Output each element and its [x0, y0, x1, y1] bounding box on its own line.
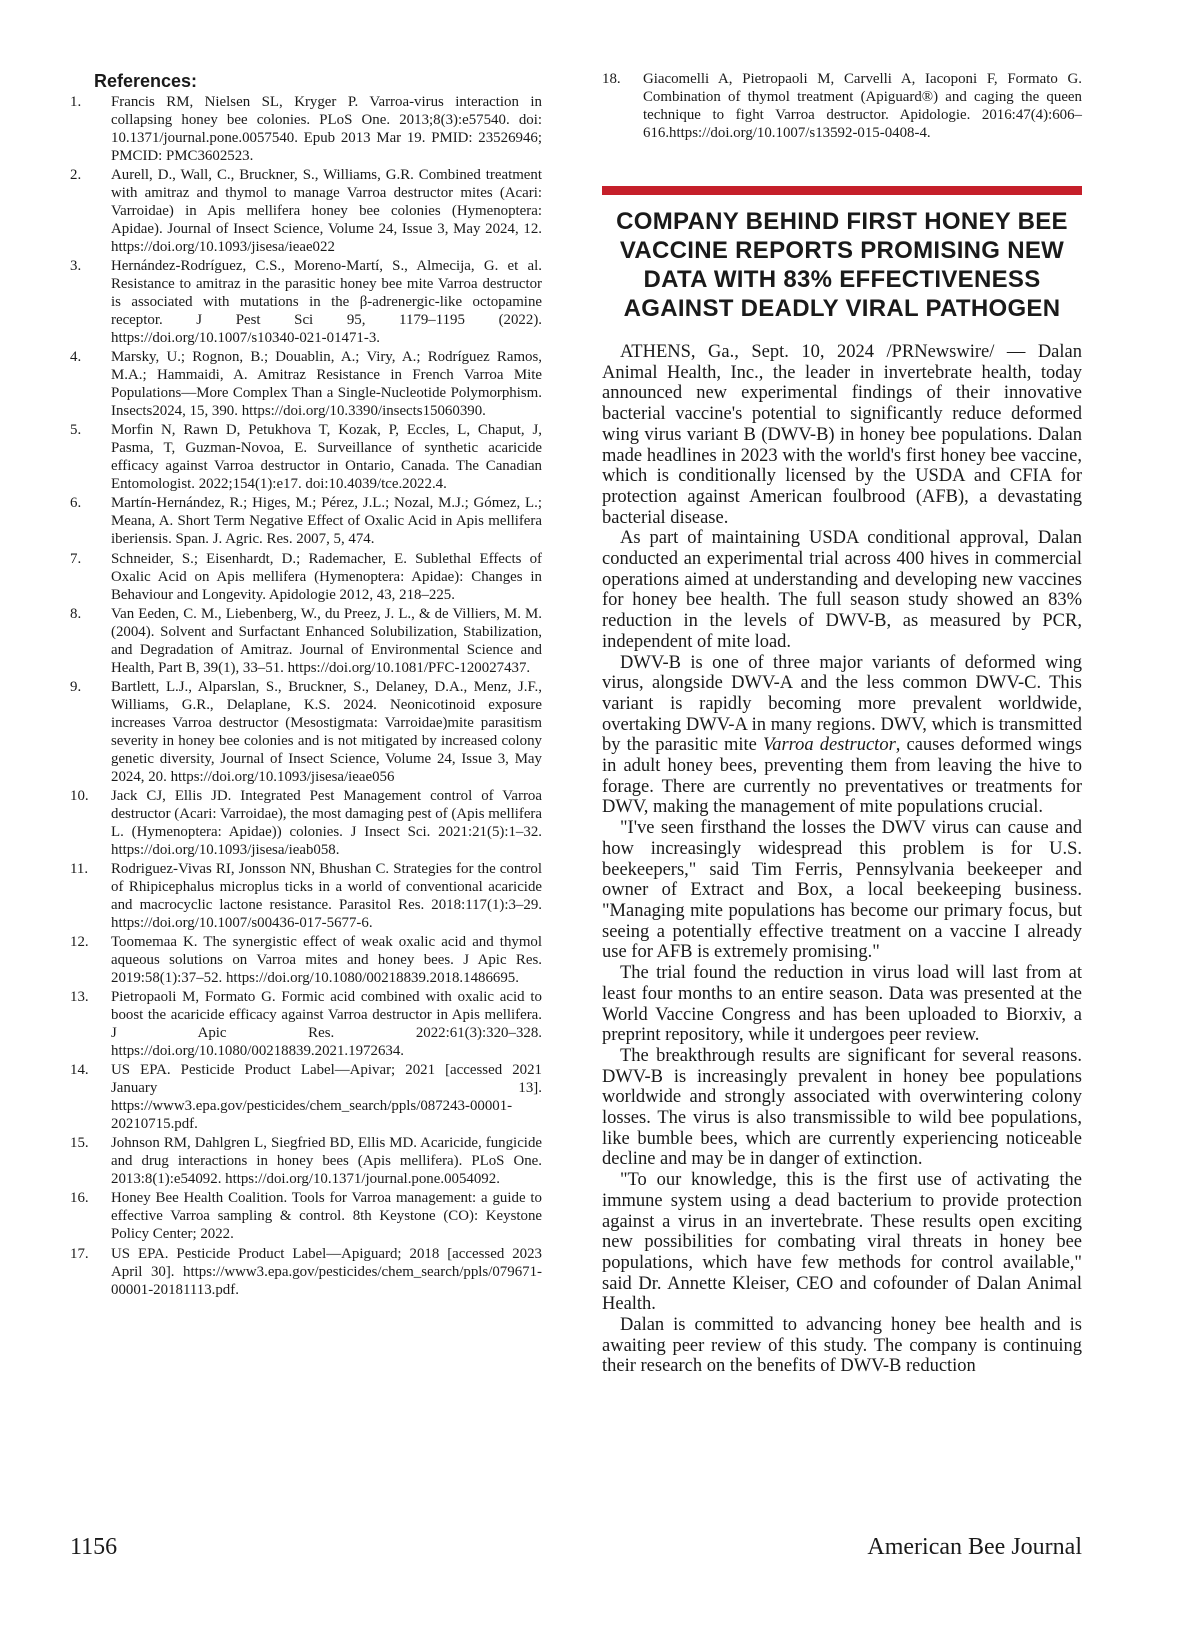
reference-number: 3.	[70, 258, 82, 275]
reference-number: 2.	[70, 167, 82, 184]
reference-item	[602, 70, 1082, 142]
reference-number: 5.	[70, 422, 82, 439]
reference-text: Honey Bee Health Coalition. Tools for Varroa management: a guide to effective Varroa sampling & control. 8th Keystone (CO): Keystone Policy Center; 2022.	[111, 1190, 542, 1243]
species-name-italic: Varroa destructor	[762, 735, 896, 756]
reference-number: 11.	[70, 860, 89, 877]
article-paragraph: The breakthrough results are significant for several reasons. DWV-B is increasingly prevalent in honey bee populations worldwide and strongly associated with overwintering colony losses. The virus is also transmissible to wild bee populations, like bumble bees, which are currently experiencing noticeable decline and may be in danger of extinction.	[602, 1045, 1082, 1170]
page-number: 1156	[70, 1534, 118, 1560]
reference-text: US EPA. Pesticide Product Label—Apiguard; 2018 [accessed 2023 April 30]. https://www3.epa.gov/pesticides/chem_search/ppls/079671-00001-20181113.pdf.	[111, 1245, 542, 1298]
reference-item	[70, 1061, 542, 1133]
article-paragraph	[602, 653, 1082, 819]
reference-text: Marsky, U.; Rognon, B.; Douablin, A.; Viry, A.; Rodríguez Ramos, M.A.; Hammaidi, A. Amitraz Resistance in French Varroa Mite Populations—More Complex Than a Single-Nucleotide Polymorphism. Insects2024, 15, 390. https://doi.org/10.3390/insects15060390.	[111, 349, 542, 420]
reference-text: Martín-Hernández, R.; Higes, M.; Pérez, J.L.; Nozal, M.J.; Gómez, L.; Meana, A. Short Term Negative Effect of Oxalic Acid in Apis mellifera iberiensis. Span. J. Agric. Res. 2007, 5, 474.	[111, 495, 542, 548]
article-paragraph: Dalan is committed to advancing honey bee health and is awaiting peer review of this study. The company is continuing their research on the benefits of DWV-B reduction	[602, 1315, 1082, 1377]
reference-number: 12.	[70, 934, 89, 951]
journal-name: American Bee Journal	[867, 1534, 1082, 1560]
reference-number: 16.	[70, 1190, 89, 1207]
article-paragraph: The trial found the reduction in virus load will last from at least four months to an entire season. Data was presented at the World Vaccine Congress and has been uploaded to Biorxiv, a preprint repository, while it undergoes peer review.	[602, 963, 1082, 1046]
section-divider-rule	[602, 186, 1082, 195]
reference-number: 8.	[70, 605, 82, 622]
reference-item	[70, 678, 542, 786]
reference-item	[70, 348, 542, 420]
references-column-left	[70, 70, 542, 1300]
reference-text: Hernández-Rodríguez, C.S., Moreno-Martí, S., Almecija, G. et al. Resistance to amitraz in the parasitic honey bee mite Varroa destructor is associated with mutations in the β-adrenergic-like octopamine receptor. J Pest Sci 95, 1179–1195 (2022). https://doi.org/10.1007/s10340-021-01471-3.	[111, 258, 542, 347]
reference-text: Jack CJ, Ellis JD. Integrated Pest Management control of Varroa destructor (Acari: Varroidae), the most damaging pest of (Apis mellifera L. (Hymenoptera: Apidae)) colonies. J Insect Sci. 2021:21(5):1–32. https://doi.org/10.1093/jisesa/ieab058.	[111, 787, 542, 858]
reference-item	[70, 550, 542, 604]
reference-number: 9.	[70, 678, 82, 695]
paragraph-text: , causes deformed wings in adult honey bees, preventing them from leaving the hive to forage. There are currently no preventatives or treatments for DWV, making the management of mite populations crucial.	[602, 735, 1082, 818]
reference-item	[70, 1134, 542, 1188]
reference-text: Toomemaa K. The synergistic effect of weak oxalic acid and thymol aqueous solutions on Varroa mites and honey bees. J Apic Res. 2019:58(1):37–52. https://doi.org/10.1080/00218839.2018.1486695.	[111, 934, 542, 987]
reference-text: Schneider, S.; Eisenhardt, D.; Rademacher, E. Sublethal Effects of Oxalic Acid on Apis mellifera (Hymenoptera: Apidae): Changes in Behaviour and Longevity. Apidologie 2012, 43, 218–225.	[111, 550, 542, 603]
reference-item	[70, 1189, 542, 1243]
reference-item	[70, 166, 542, 256]
reference-number: 4.	[70, 349, 82, 366]
reference-text: Aurell, D., Wall, C., Bruckner, S., Williams, G.R. Combined treatment with amitraz and thymol to manage Varroa destructor mites (Acari: Varroidae) in Apis mellifera honey bee colonies (Hymenoptera: Apidae). Journal of Insect Science, Volume 24, Issue 3, May 2024, 12. https://doi.org/10.1093/jisesa/ieae022	[111, 167, 542, 256]
right-column	[602, 70, 1082, 1377]
reference-item	[70, 787, 542, 859]
reference-number: 7.	[70, 550, 82, 567]
reference-text: Francis RM, Nielsen SL, Kryger P. Varroa-virus interaction in collapsing honey bee colonies. PLoS One. 2013;8(3):e57540. doi: 10.1371/journal.pone.0057540. Epub 2013 Mar 19. PMID: 23526946; PMCID: PMC3602523.	[111, 94, 542, 164]
reference-text: Morfin N, Rawn D, Petukhova T, Kozak, P, Eccles, L, Chaput, J, Pasma, T, Guzman-Novoa, E. Surveillance of synthetic acaricide efficacy against Varroa destructor in Ontario, Canada. The Canadian Entomologist. 2022;154(1):e17. doi:10.4039/tce.2022.4.	[111, 422, 542, 493]
article-title: COMPANY BEHIND FIRST HONEY BEE VACCINE REPORTS PROMISING NEW DATA WITH 83% EFFECTIVENESS AGAINST DEADLY VIRAL PATHOGEN	[616, 208, 1068, 322]
reference-number: 6.	[70, 495, 82, 512]
reference-number: 13.	[70, 989, 89, 1006]
article-paragraph: "I've seen firsthand the losses the DWV virus can cause and how increasingly widespread this problem is for U.S. beekeepers," said Tim Ferris, Pennsylvania beekeeper and owner of Extract and Box, a local beekeeping business. "Managing mite populations has become our primary focus, but seeing a potentially effective treatment on a vaccine I already use for AFB is extremely promising."	[602, 818, 1082, 963]
reference-text: US EPA. Pesticide Product Label—Apivar; 2021 [accessed 2021 January 13]. https://www3.epa.gov/pesticides/chem_search/ppls/087243-00001-20210715.pdf.	[111, 1062, 542, 1133]
article-paragraph: ATHENS, Ga., Sept. 10, 2024 /PRNewswire/ — Dalan Animal Health, Inc., the leader in invertebrate health, today announced new experimental findings of their innovative bacterial vaccine's potential to significantly reduce deformed wing virus variant B (DWV-B) in honey bee populations. Dalan made headlines in 2023 with the world's first honey bee vaccine, which is conditionally licensed by the USDA and CFIA for protection against American foulbrood (AFB), a devastating bacterial disease.	[602, 342, 1082, 528]
paragraph-text: DWV-B is one of three major variants of deformed wing virus, alongside DWV-A and the less common DWV-C. This variant is rapidly becoming more prevalent worldwide, overtaking DWV-A in many regions. DWV, which is transmitted by the parasitic mite	[602, 652, 1082, 756]
references-heading: References:	[94, 71, 198, 91]
reference-list-right	[602, 70, 1082, 142]
reference-item	[70, 257, 542, 347]
reference-item	[70, 421, 542, 493]
article-body	[602, 342, 1082, 1377]
reference-text: Giacomelli A, Pietropaoli M, Carvelli A, Iacoponi F, Formato G. Combination of thymol treatment (Apiguard®) and caging the queen technique to fight Varroa destructor. Apidologie. 2016:47(4):606–616.https://doi.org/10.1007/s13592-015-0408-4.	[643, 71, 1082, 141]
reference-item	[70, 933, 542, 987]
reference-text: Van Eeden, C. M., Liebenberg, W., du Preez, J. L., & de Villiers, M. M. (2004). Solvent and Surfactant Enhanced Solubilization, Stabilization, and Degradation of Amitraz. Journal of Environmental Science and Health, Part B, 39(1), 33–51. https://doi.org/10.1081/PFC-120027437.	[111, 605, 542, 676]
reference-number: 14.	[70, 1062, 89, 1079]
reference-text: Bartlett, L.J., Alparslan, S., Bruckner, S., Delaney, D.A., Menz, J.F., Williams, G.R., Delaplane, K.S. 2024. Neonicotinoid exposure increases Varroa destructor (Mesostigmata: Varroidae)mite parasitism severity in honey bee colonies and is not mitigated by increased colony genetic diversity, Journal of Insect Science, Volume 24, Issue 3, May 2024, 20. https://doi.org/10.1093/jisesa/ieae056	[111, 678, 542, 785]
reference-list-left	[70, 93, 542, 1299]
reference-number: 17.	[70, 1245, 89, 1262]
reference-item	[70, 860, 542, 932]
reference-text: Rodriguez-Vivas RI, Jonsson NN, Bhushan C. Strategies for the control of Rhipicephalus microplus ticks in a world of conventional acaricide and macrocyclic lactone resistance. Parasitol Res. 2018:117(1):3–29. https://doi.org/10.1007/s00436-017-5677-6.	[111, 860, 542, 931]
reference-text: Johnson RM, Dahlgren L, Siegfried BD, Ellis MD. Acaricide, fungicide and drug interactions in honey bees (Apis mellifera). PLoS One. 2013:8(1):e54092. https://doi.org/10.1371/journal.pone.0054092.	[111, 1135, 542, 1188]
reference-item	[70, 494, 542, 548]
article-paragraph: As part of maintaining USDA conditional approval, Dalan conducted an experimental trial across 400 hives in commercial operations aimed at understanding and developing new vaccines for honey bee health. The full season study showed an 83% reduction in the levels of DWV-B, as measured by PCR, independent of mite load.	[602, 528, 1082, 652]
reference-number: 1.	[70, 94, 82, 110]
article-paragraph: "To our knowledge, this is the first use of activating the immune system using a dead bacterium to provide protection against a virus in an invertebrate. These results open exciting new possibilities for combating viral threats in honey bee populations, which have few methods for control available," said Dr. Annette Kleiser, CEO and cofounder of Dalan Animal Health.	[602, 1170, 1082, 1315]
reference-item	[70, 605, 542, 677]
reference-number: 15.	[70, 1135, 89, 1152]
reference-text: Pietropaoli M, Formato G. Formic acid combined with oxalic acid to boost the acaricide efficacy against Varroa destructor in Apis mellifera. J Apic Res. 2022:61(3):320–328. https://doi.org/10.1080/00218839.2021.1972634.	[111, 989, 542, 1060]
reference-number: 18.	[602, 71, 621, 87]
reference-number: 10.	[70, 787, 89, 804]
reference-item	[70, 1245, 542, 1299]
reference-item	[70, 988, 542, 1060]
reference-item	[70, 93, 542, 165]
